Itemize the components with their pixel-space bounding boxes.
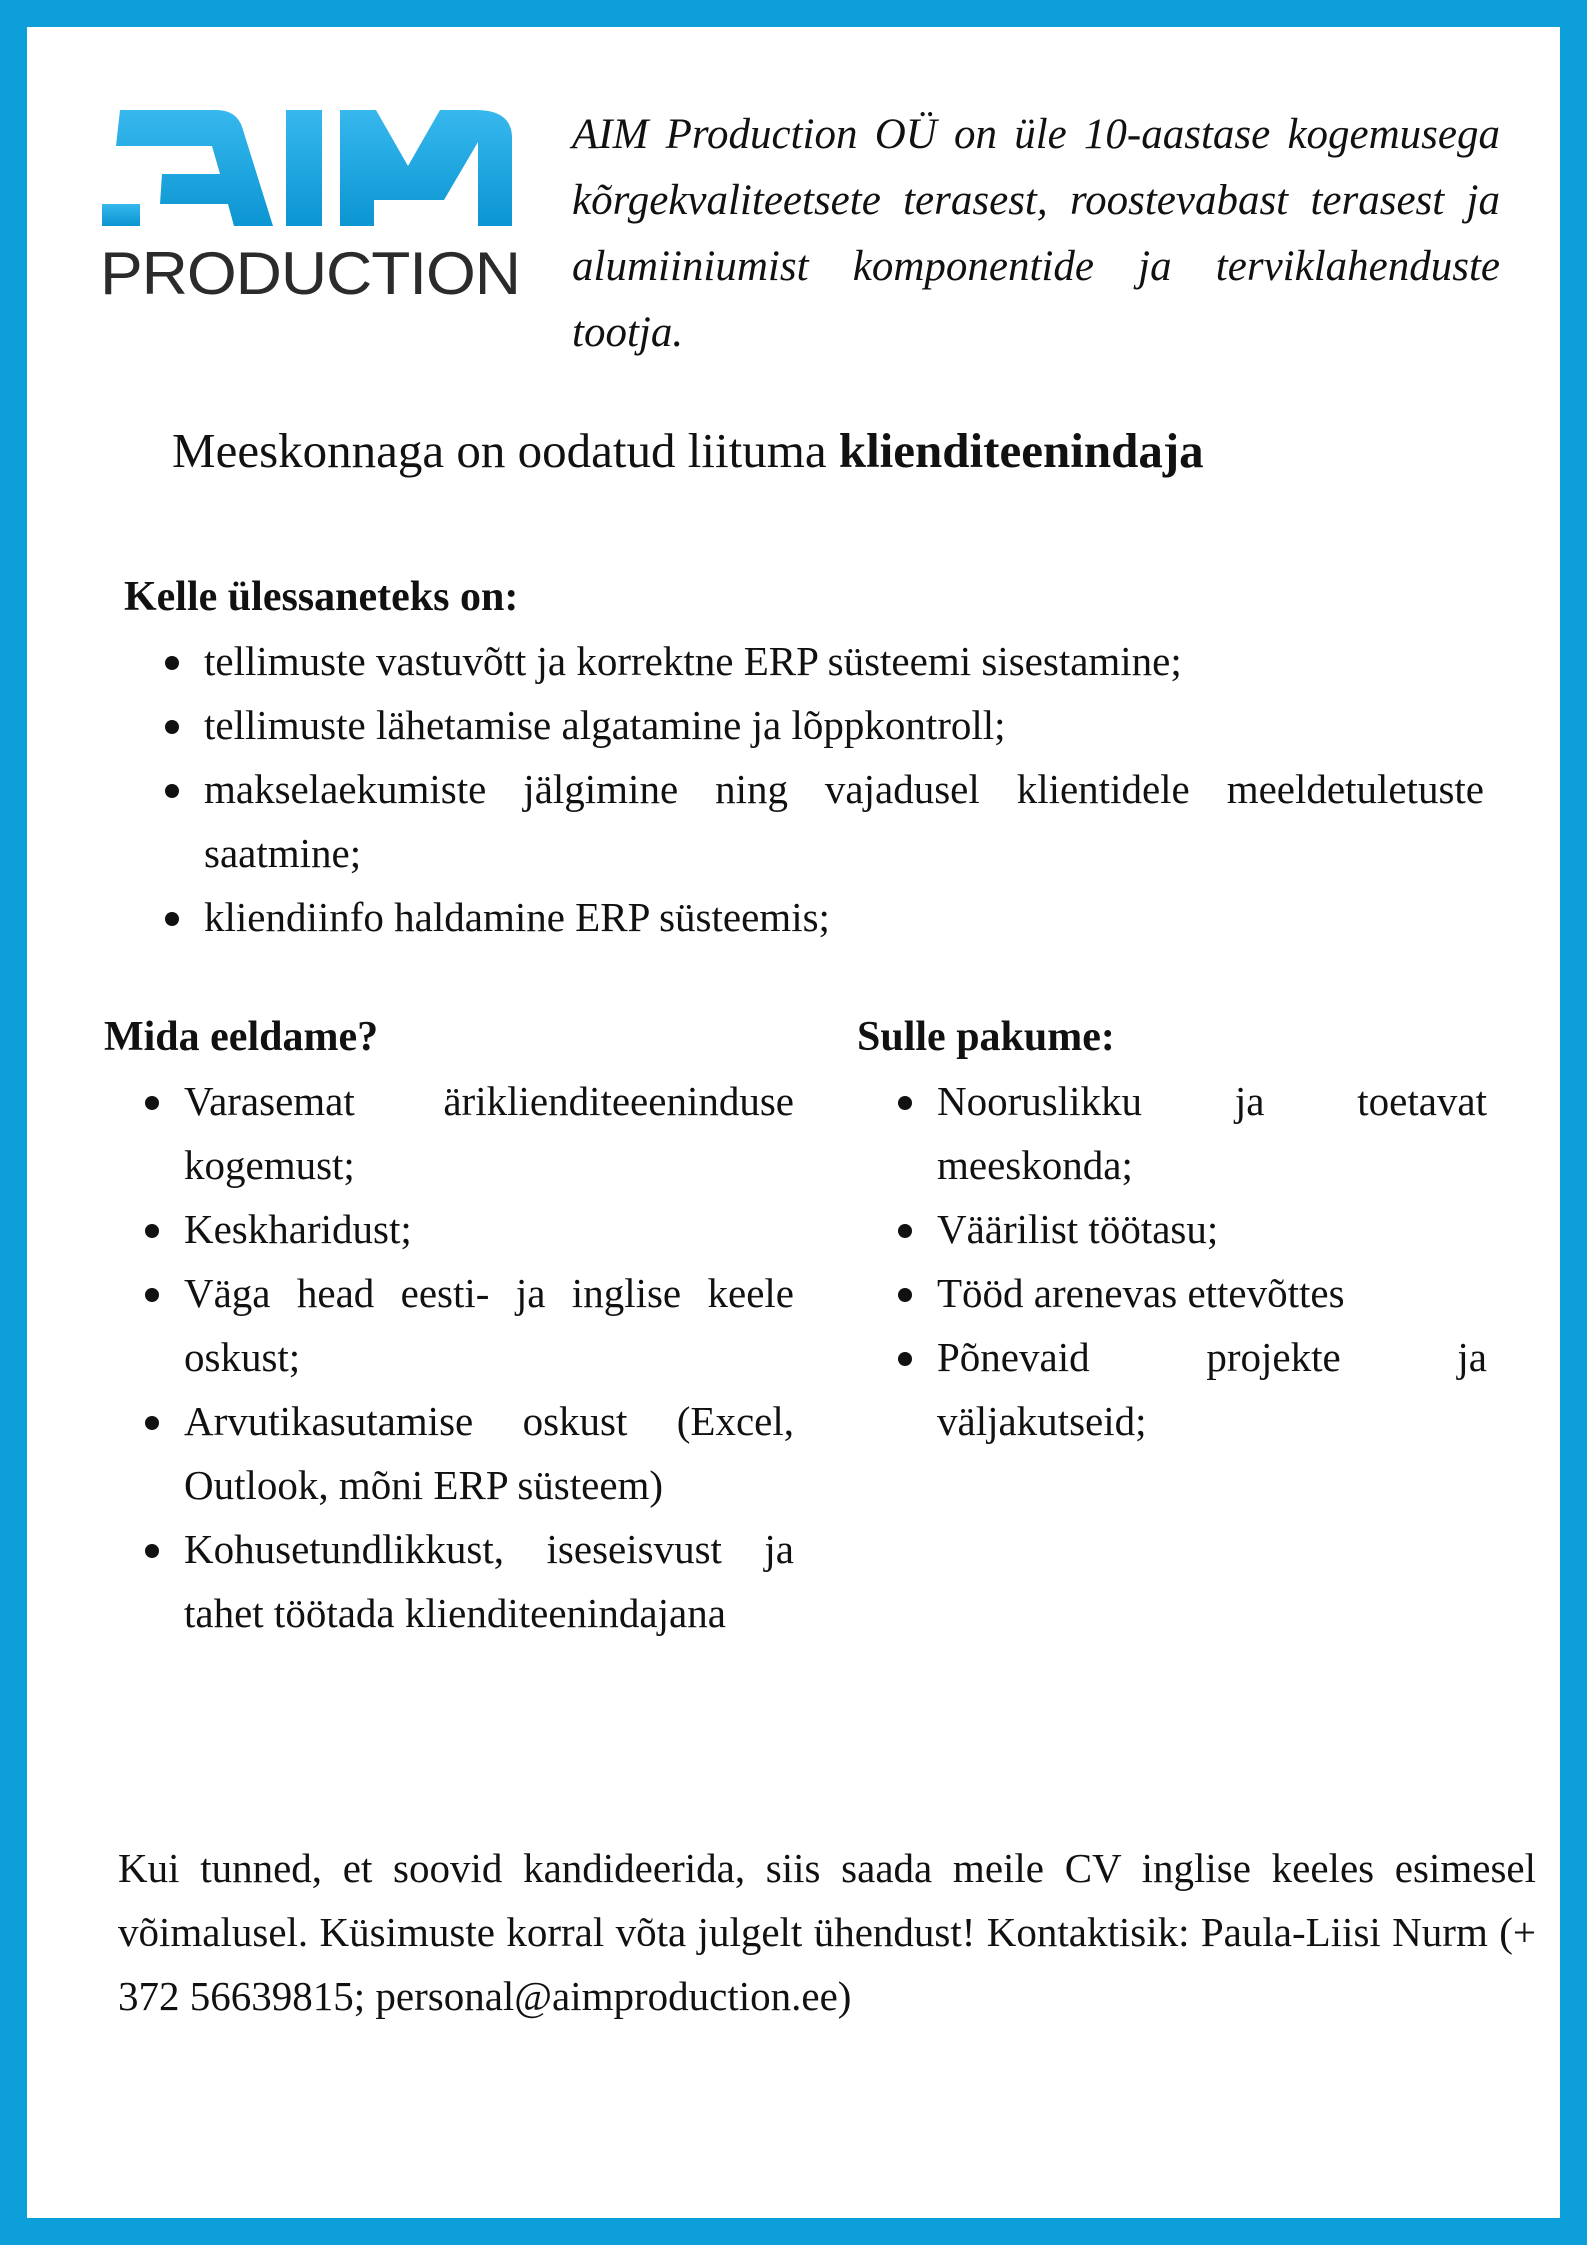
list-item: tellimuste vastuvõtt ja korrektne ERP süsteemi sisestamine;	[204, 629, 1484, 693]
list-item: Arvutikasutamise oskust (Excel, Outlook, mõni ERP süsteem)	[184, 1389, 794, 1517]
application-instructions: Kui tunned, et soovid kandideerida, siis saada meile CV inglise keeles esimesel võimalusel. Küsimuste korral võta julgelt ühendust! Kontaktisik: Paula-Liisi Nurm (+ 372 56639815; personal@aimproduction.ee)	[118, 1845, 1536, 2019]
offer-section	[857, 1005, 1487, 1453]
requirements-list	[184, 1069, 794, 1645]
requirements-title: Mida eeldame?	[104, 1014, 379, 1060]
aim-production-logo	[98, 108, 523, 303]
requirements-section	[104, 1005, 794, 1645]
list-item: Kohusetundlikkust, iseseisvust ja tahet töötada klienditeenindajana	[184, 1517, 794, 1645]
offer-title: Sulle pakume:	[857, 1014, 1115, 1060]
page-title	[172, 418, 1204, 484]
list-item: tellimuste lähetamise algatamine ja lõppkontroll;	[204, 693, 1484, 757]
list-item: Tööd arenevas ettevõttes	[937, 1261, 1487, 1325]
list-item: Väga head eesti- ja inglise keele oskust;	[184, 1261, 794, 1389]
list-item: Väärilist töötasu;	[937, 1197, 1487, 1261]
duties-section	[124, 565, 1484, 949]
list-item: Varasemat äriklienditeeeninduse kogemust;	[184, 1069, 794, 1197]
logo-wordmark: PRODUCTION	[100, 240, 520, 303]
list-item: Nooruslikku ja toetavat meeskonda;	[937, 1069, 1487, 1197]
headline-prefix: Meeskonnaga on oodatud liituma	[172, 423, 839, 478]
list-item: Põnevaid projekte ja väljakutseid;	[937, 1325, 1487, 1453]
duties-list	[204, 629, 1484, 949]
offer-list	[937, 1069, 1487, 1453]
list-item: makselaekumiste jälgimine ning vajadusel klientidele meeldetuletuste saatmine;	[204, 757, 1484, 885]
headline-role: klienditeenindaja	[838, 423, 1204, 478]
company-intro: AIM Production OÜ on üle 10-aastase kogemusega kõrgekvaliteetsete terasest, roostevabast terasest ja alumiiniumist komponentide ja terviklahenduste tootja.	[572, 111, 1500, 356]
list-item: kliendiinfo haldamine ERP süsteemis;	[204, 885, 1484, 949]
duties-title: Kelle ülessaneteks on:	[124, 574, 519, 620]
list-item: Keskharidust;	[184, 1197, 794, 1261]
